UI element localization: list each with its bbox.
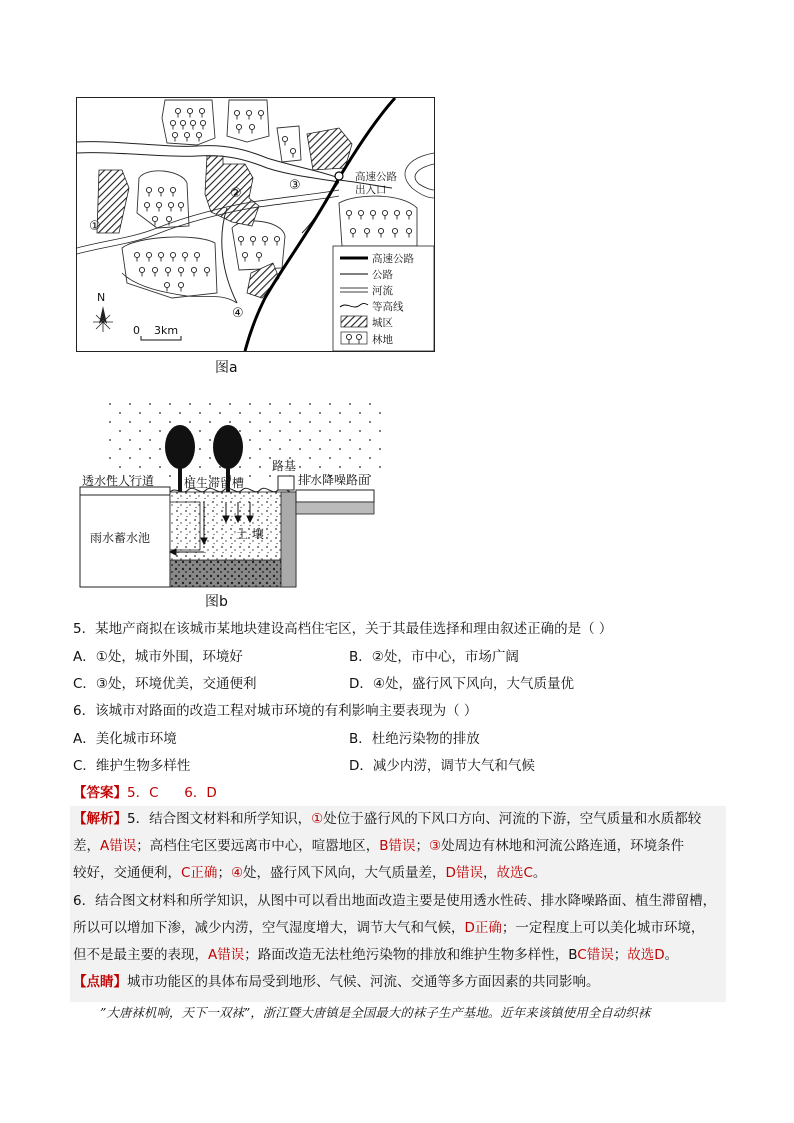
label-soil: 土 壤 <box>236 527 264 541</box>
legend-label-highway: 高速公路 <box>372 253 414 265</box>
legend-label-river: 河流 <box>372 285 393 297</box>
comment-text: 城市功能区的具体布局受到地形、气候、河流、交通等多方面因素的共同影响。 <box>127 974 600 990</box>
label-pool: 雨水蓄水池 <box>90 531 151 545</box>
comment-tag: 【点睛】 <box>73 974 127 990</box>
analysis-tag: 【解析】 <box>73 811 127 827</box>
svg-text:N: N <box>97 291 106 304</box>
question-5-option-a: A．①处，城市外围，环境好 <box>73 649 243 665</box>
question-5-option-c: C．③处，环境优美，交通便利 <box>73 676 257 692</box>
permeable-sidewalk <box>80 487 170 495</box>
exit-label-line1: 高速公路 <box>355 171 397 183</box>
figure-a-caption: 图a <box>215 360 238 376</box>
drainage-road-surface <box>296 490 374 502</box>
exit-label-line2: 出入口 <box>355 184 387 196</box>
analysis-line-4: 6．结合图文材料和所学知识，从图中可以看出地面改造主要是使用透水性砖、排水降噪路面、植生滞留槽， <box>73 893 717 909</box>
label-roadbed: 路基 <box>272 459 297 473</box>
comment-line <box>73 973 600 991</box>
answer-tag: 【答案】 <box>73 785 127 801</box>
question-6-option-b: B．杜绝污染物的排放 <box>349 731 480 747</box>
next-passage-line: ”大唐袜机响，天下一双袜”，浙江暨大唐镇是全国最大的袜子生产基地。近年来该镇使用全自动织袜 <box>100 1005 651 1020</box>
question-6-option-d: D．减少内涝，调节大气和气候 <box>349 758 535 774</box>
answer-line <box>73 784 217 802</box>
site-1-label: ① <box>89 219 101 234</box>
map-legend <box>333 246 434 351</box>
question-6-stem: 6．该城市对路面的改造工程对城市环境的有利影响主要表现为（ ） <box>73 703 478 719</box>
site-4-label: ④ <box>232 306 244 321</box>
legend-label-road: 公路 <box>372 269 393 281</box>
label-road-surface: 排水降噪路面 <box>298 473 371 487</box>
analysis-line-5: 所以可以增加下渗，减少内涝，空气湿度增大，调节大气和气候，D正确；一定程度上可以美化城市环境， <box>73 920 705 936</box>
highway-exit-marker <box>335 172 343 180</box>
urban-areas <box>97 128 352 298</box>
site-3-label: ③ <box>289 178 301 193</box>
analysis-line-6: 但不是最主要的表现，A错误；路面改造无法杜绝污染物的排放和维护生物多样性，BC错误；故选D。 <box>73 947 679 963</box>
site-2-label: ② <box>230 186 242 201</box>
answer-text: 5．C 6．D <box>127 785 217 801</box>
scale-bar <box>133 324 181 340</box>
question-5-option-b: B．②处，市中心，市场广阔 <box>349 649 519 665</box>
question-6-option-a: A．美化城市环境 <box>73 731 177 747</box>
label-sidewalk: 透水性人行道 <box>82 474 155 488</box>
map-figure-a <box>76 97 435 352</box>
figure-b-caption: 图b <box>205 594 228 610</box>
roadbed <box>278 476 294 490</box>
map-drawing <box>77 98 434 351</box>
question-5-option-d: D．④处，盛行风下风向，大气质量优 <box>349 676 574 692</box>
rain-dots <box>106 397 386 477</box>
retention-trench-gravel <box>170 560 296 587</box>
question-6-option-c: C．维护生物多样性 <box>73 758 191 774</box>
analysis-line-2: 差，A错误；高档住宅区要远离市中心，喧嚣地区，B错误；③处周边有林地和河流公路连通，环境条件 <box>73 838 685 854</box>
analysis-line-3: 较好，交通便利，C正确；④处，盛行风下风向，大气质量差，D错误，故选C。 <box>73 865 547 881</box>
road-base-wall <box>281 492 296 587</box>
trench-pipe <box>170 502 200 550</box>
figure-b-drawing <box>76 392 386 592</box>
legend-label-contour: 等高线 <box>372 301 404 313</box>
legend-label-forest: 林地 <box>372 334 393 346</box>
label-ditch: 植生滞留槽 <box>184 476 245 490</box>
contours <box>405 153 434 198</box>
svg-text:0 3km: 0 3km <box>133 324 179 337</box>
question-5-stem: 5．某地产商拟在该城市某地块建设高档住宅区，关于其最佳选择和理由叙述正确的是（ ） <box>73 621 613 637</box>
legend-label-urban: 城区 <box>372 317 393 329</box>
compass-icon <box>93 291 113 332</box>
road-subbase <box>296 502 374 514</box>
analysis-text-1: 5．结合图文材料和所学知识，①处位于盛行风的下风口方向、河流的下游，空气质量和水质都较 <box>127 811 702 827</box>
analysis-line-1 <box>73 810 701 828</box>
